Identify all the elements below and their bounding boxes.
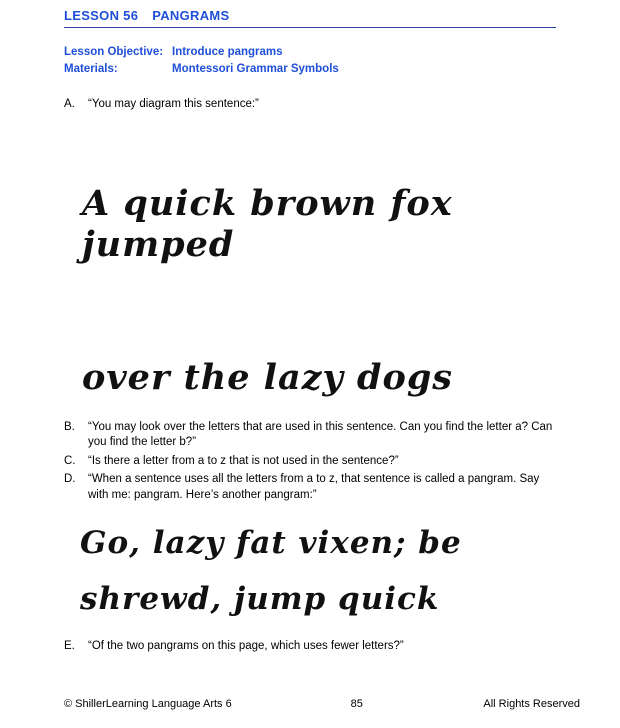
footer-copyright: © ShillerLearning Language Arts 6 <box>64 698 232 710</box>
item-letter-d: D. <box>64 473 76 486</box>
item-text-c: “Is there a letter from a to z that is not used in the sentence?” <box>88 454 399 467</box>
pangram-line-2: over the lazy dogs <box>82 356 454 398</box>
item-letter-e: E. <box>64 640 75 653</box>
materials-value: Montessori Grammar Symbols <box>172 62 339 75</box>
lesson-header <box>40 0 580 23</box>
list-item <box>64 420 580 451</box>
list-item <box>64 472 580 503</box>
pangram-line-1: A quick brown fox jumped <box>82 182 453 265</box>
footer-page-number: 85 <box>350 698 363 710</box>
item-letter-c: C. <box>64 454 76 467</box>
item-letter-b: B. <box>64 420 75 433</box>
item-text-a: “You may diagram this sentence:” <box>88 98 259 111</box>
item-letter-a: A. <box>64 98 75 111</box>
lesson-objective-row <box>64 44 580 61</box>
materials-label: Materials: <box>64 62 118 75</box>
lesson-meta <box>64 44 580 77</box>
item-text-e: “Of the two pangrams on this page, which uses fewer letters?” <box>88 640 404 653</box>
lesson-objective-value: Introduce pangrams <box>172 46 283 58</box>
lesson-title: PANGRAMS <box>152 8 230 23</box>
item-text-b: “You may look over the letters that are used in this sentence. Can you find the letter a? Can you find the letter b?” <box>88 420 553 449</box>
footer-rights: All Rights Reserved <box>483 698 580 710</box>
lesson-number: LESSON 56 <box>64 8 139 23</box>
page-footer <box>40 698 580 710</box>
pangram-line-4: shrewd, jump quick <box>80 581 440 618</box>
header-divider <box>64 27 556 28</box>
lesson-objective-label: Lesson Objective: <box>64 46 164 58</box>
list-item <box>64 639 580 655</box>
item-text-d: “When a sentence uses all the letters from a to z, that sentence is called a pangram. Say with me: pangram. Here’s another pangram:” <box>88 473 540 501</box>
list-item <box>64 454 580 470</box>
list-item <box>64 97 580 113</box>
materials-row <box>64 61 580 78</box>
pangram-line-3: Go, lazy fat vixen; be <box>80 525 462 562</box>
